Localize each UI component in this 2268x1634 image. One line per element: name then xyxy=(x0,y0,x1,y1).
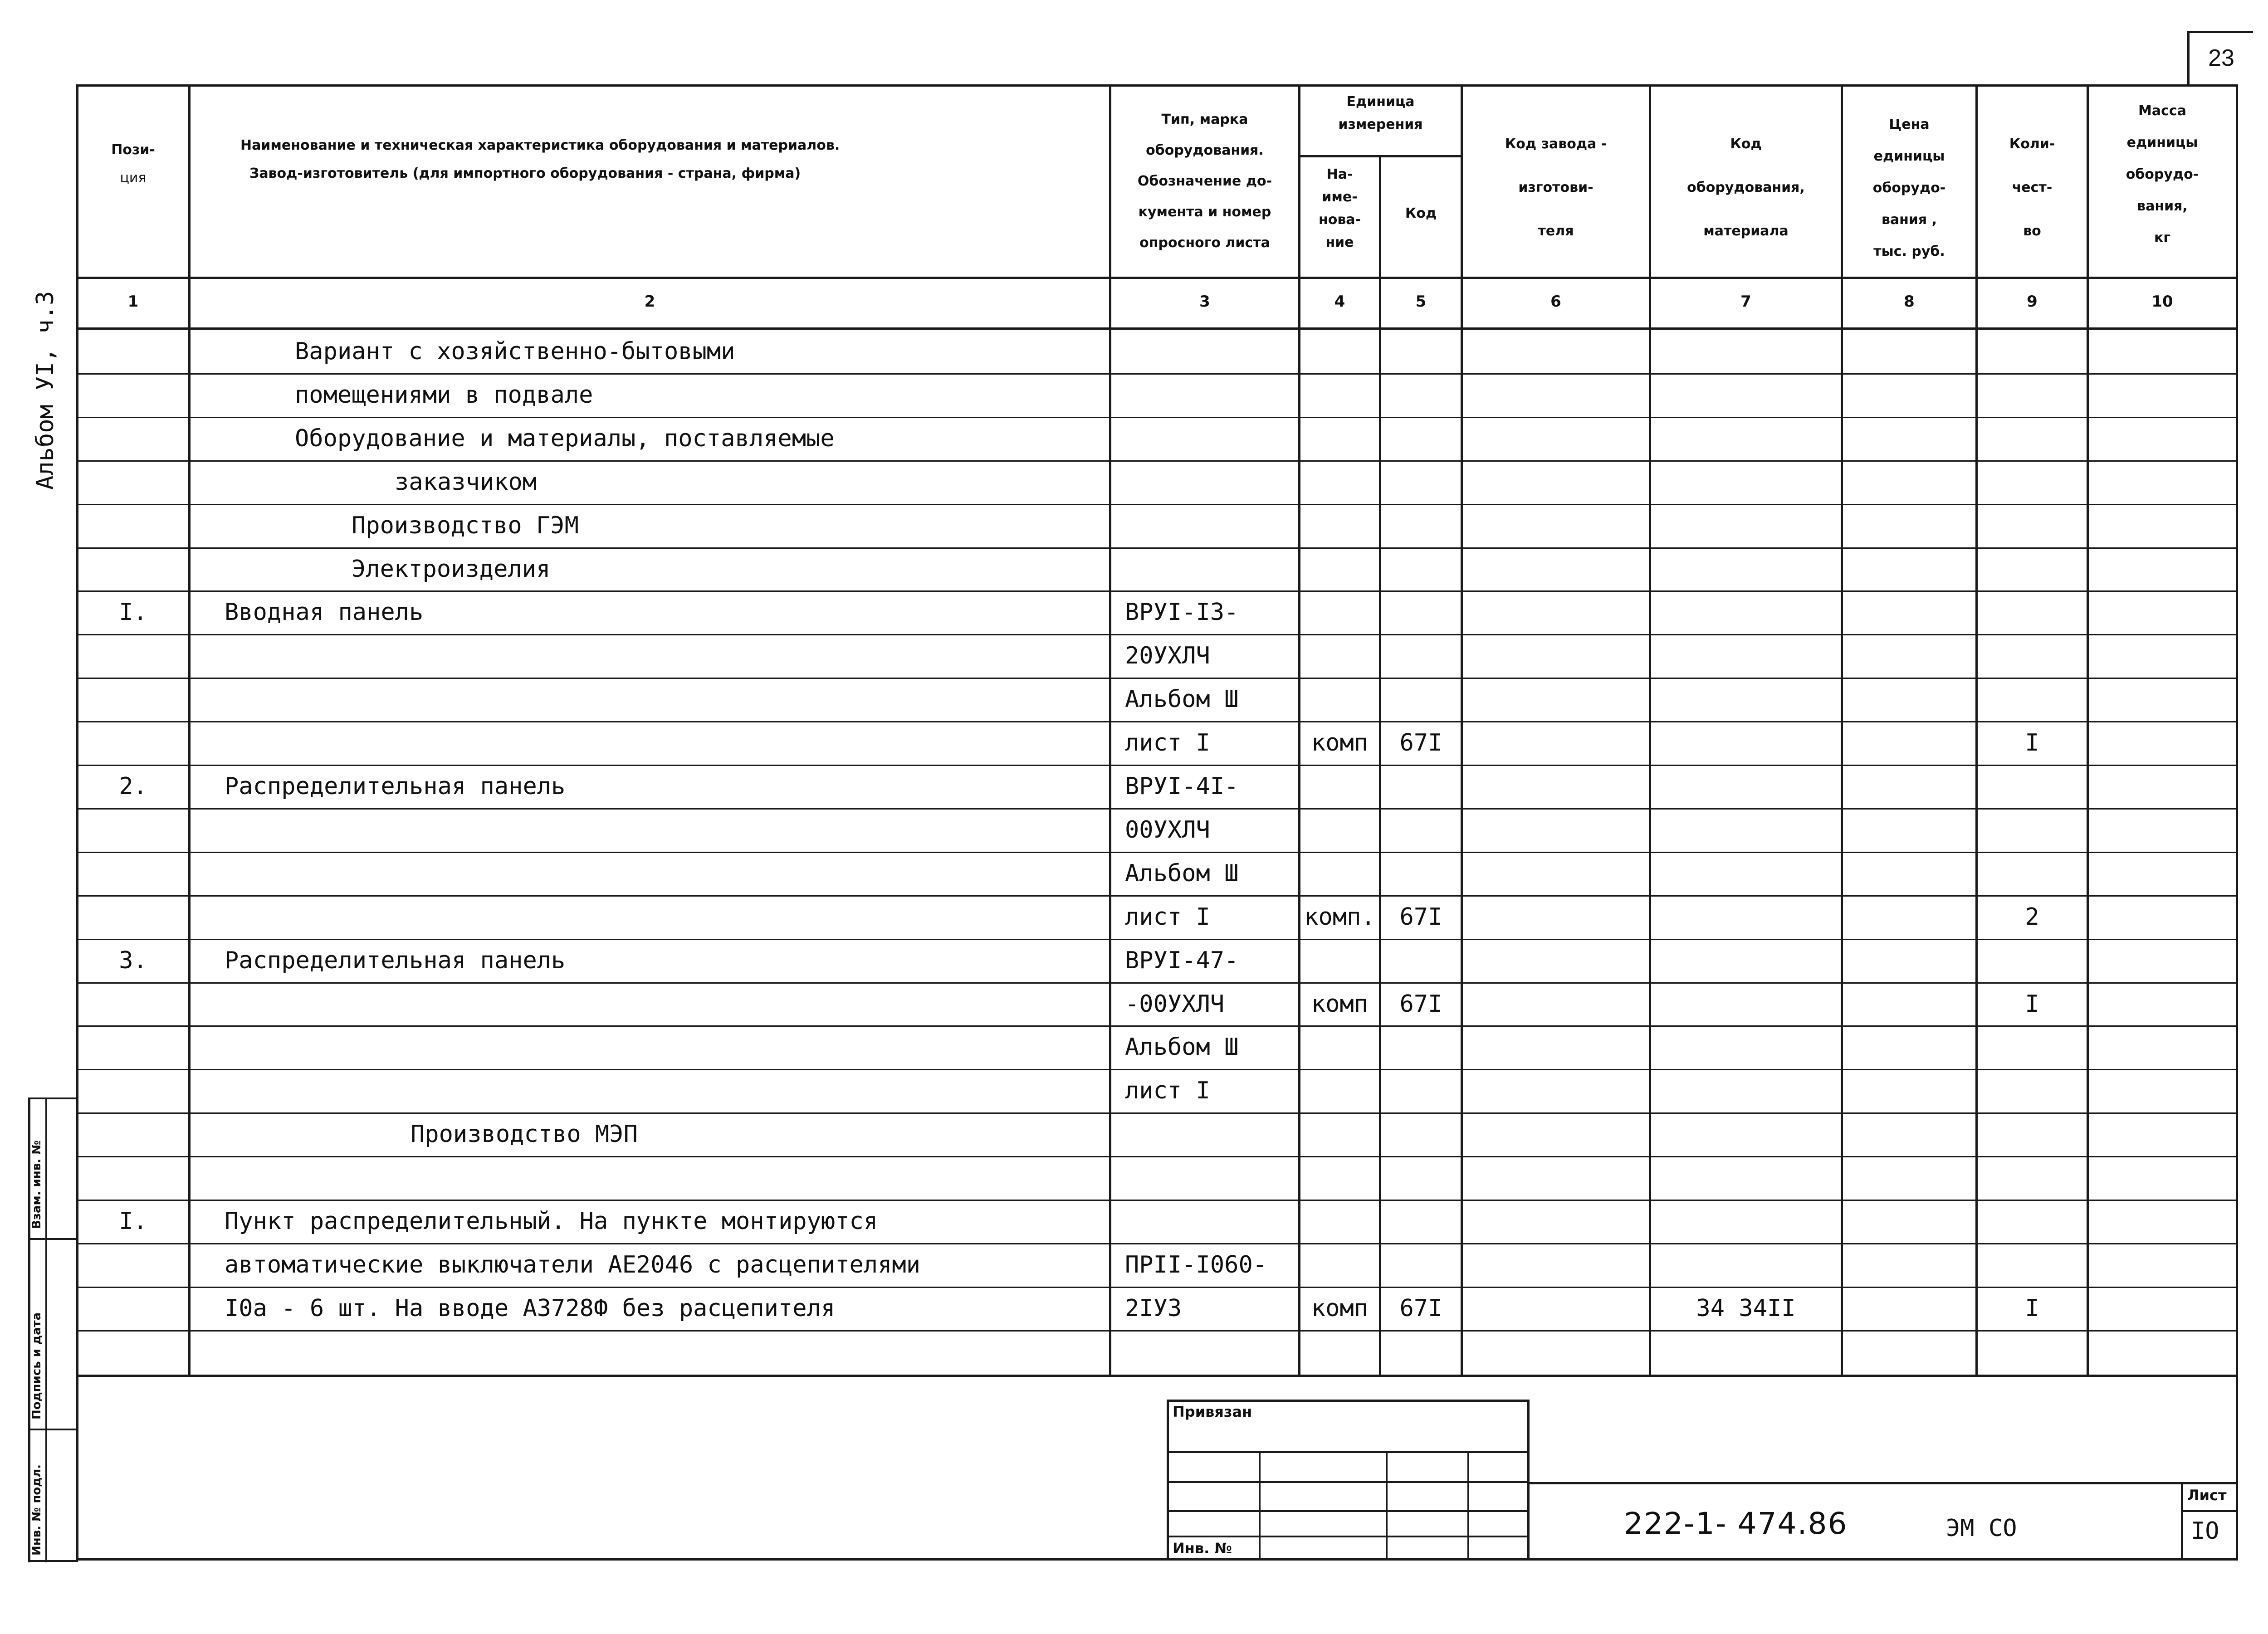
row-type: 20УХЛЧ xyxy=(1125,642,1210,669)
row-type: 00УХЛЧ xyxy=(1125,816,1210,844)
row-unit-code: 67I xyxy=(1399,990,1442,1018)
header-col-name: Наименование и техническая характеристика оборудования и материалов. Завод-изготовитель (для импортного оборудования - страна, фирма) xyxy=(240,137,840,181)
row-type: Альбом Ш xyxy=(1125,1034,1239,1061)
row-name: помещениями в подвале xyxy=(295,381,593,409)
col-num-1: 1 xyxy=(127,293,139,311)
row-unit-code: 67I xyxy=(1399,1295,1442,1322)
document-code: 222-1- 474.86 xyxy=(1624,1506,1848,1541)
col-num-9: 9 xyxy=(2027,293,2038,311)
row-type: Альбом Ш xyxy=(1125,860,1239,887)
col-num-4: 4 xyxy=(1334,293,1345,311)
row-quantity: I xyxy=(2025,990,2039,1018)
page-number: 23 xyxy=(2208,45,2234,71)
row-position: I. xyxy=(119,1208,147,1235)
col-num-6: 6 xyxy=(1550,293,1561,311)
header-col-price: Цена единицы оборудо- вания , тыс. руб. xyxy=(1872,117,1946,259)
row-name: Пункт распределительный. На пункте монтируются xyxy=(225,1208,878,1235)
inv-number-label: Инв. № xyxy=(1173,1540,1232,1557)
row-quantity: 2 xyxy=(2025,903,2039,931)
sheet-label: Лист xyxy=(2187,1487,2227,1504)
col-num-10: 10 xyxy=(2151,293,2173,311)
col-num-5: 5 xyxy=(1415,293,1427,311)
header-col-unit-name: На- име- нова- ние xyxy=(1318,166,1361,250)
row-quantity: I xyxy=(2025,729,2039,756)
row-type: ВРУI-47- xyxy=(1125,947,1239,974)
row-type: ПРII-I060- xyxy=(1125,1251,1267,1278)
row-unit-code: 67I xyxy=(1399,903,1442,931)
strip-label-inv-original: Инв. № подл. xyxy=(30,1464,44,1556)
row-material-code: 34 34II xyxy=(1696,1295,1796,1322)
row-unit-name: комп xyxy=(1311,729,1369,756)
row-type: ВРУI-4I- xyxy=(1125,773,1239,800)
row-type: -00УХЛЧ xyxy=(1125,990,1225,1018)
row-name: Производство МЭП xyxy=(411,1121,638,1148)
col-num-8: 8 xyxy=(1904,293,1915,311)
row-position: 2. xyxy=(119,773,147,800)
bound-label: Привязан xyxy=(1173,1403,1252,1420)
header-col-mass: Масса единицы оборудо- вания, кг xyxy=(2126,103,2199,246)
strip-label-signature-date: Подпись и дата xyxy=(30,1312,44,1419)
row-name: I0а - 6 шт. На вводе А3728Ф без расцепителя xyxy=(225,1295,836,1322)
header-col-quantity: Коли- чест- во xyxy=(2009,136,2055,239)
header-col-unit-code: Код xyxy=(1405,205,1437,221)
row-type: ВРУI-I3- xyxy=(1125,599,1239,626)
row-unit-name: комп xyxy=(1311,990,1369,1018)
row-type: лист I xyxy=(1125,903,1210,931)
header-col-type: Тип, марка оборудования. Обозначение до- кумента и номер опросного листа xyxy=(1137,112,1272,251)
row-position: I. xyxy=(119,599,147,626)
row-name: Распределительная панель xyxy=(225,773,566,800)
header-col-material-code: Код оборудования, материала xyxy=(1687,136,1805,239)
row-unit-code: 67I xyxy=(1399,729,1442,756)
col-num-3: 3 xyxy=(1199,293,1210,311)
sheet-number: IO xyxy=(2191,1517,2219,1545)
header-unit-group: Единица измерения xyxy=(1338,94,1423,132)
page-number-box xyxy=(2187,31,2253,87)
row-position: 3. xyxy=(119,947,147,974)
row-name: Вариант с хозяйственно-бытовыми xyxy=(295,338,735,365)
row-type: Альбом Ш xyxy=(1125,686,1239,713)
col-num-2: 2 xyxy=(644,293,655,311)
row-unit-name: комп. xyxy=(1304,903,1375,931)
row-type: 2IУЗ xyxy=(1125,1295,1182,1322)
row-type: лист I xyxy=(1125,1077,1210,1104)
header-col-position: Пози- ция xyxy=(111,142,155,186)
row-quantity: I xyxy=(2025,1295,2039,1322)
row-name: заказчиком xyxy=(395,468,537,496)
strip-label-replace-inv: Взам. инв. № xyxy=(30,1140,44,1229)
document-suffix: ЭМ СО xyxy=(1946,1515,2017,1542)
row-name: Распределительная панель xyxy=(225,947,566,974)
row-name: Оборудование и материалы, поставляемые xyxy=(295,425,835,452)
row-name: Вводная панель xyxy=(225,599,424,626)
col-num-7: 7 xyxy=(1740,293,1751,311)
header-col-factory-code: Код завода - изготови- теля xyxy=(1505,136,1607,239)
row-type: лист I xyxy=(1125,729,1210,756)
row-name: Производство ГЭМ xyxy=(352,512,579,539)
row-name: Электроизделия xyxy=(352,556,551,583)
row-unit-name: комп xyxy=(1311,1295,1369,1322)
side-label: Альбом УI, ч.3 xyxy=(32,291,59,490)
row-name: автоматические выключатели АЕ2046 с расцепителями xyxy=(225,1251,921,1278)
